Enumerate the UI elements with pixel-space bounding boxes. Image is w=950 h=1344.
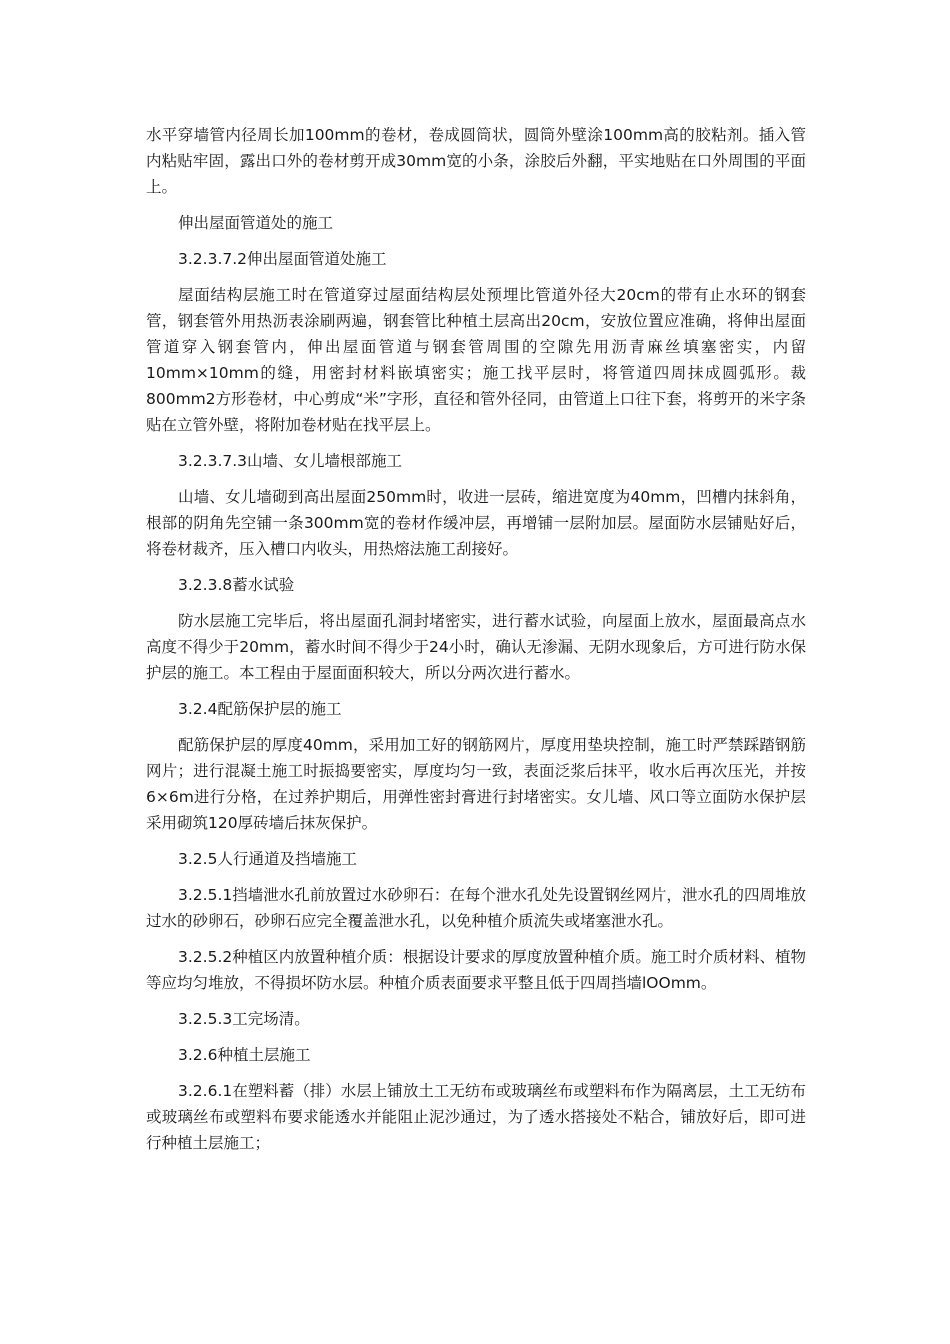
spacer bbox=[146, 200, 806, 210]
section-heading: 3.2.6种植土层施工 bbox=[178, 1046, 311, 1064]
spacer bbox=[146, 438, 806, 448]
section-heading: 3.2.5.3工完场清。 bbox=[178, 1010, 310, 1028]
spacer bbox=[146, 236, 806, 246]
paragraph: 水平穿墙管内径周长加100mm的卷材，卷成圆筒状，圆筒外壁涂100mm高的胶粘剂。插入管内粘贴牢固，露出口外的卷材剪开成30mm宽的小条，涂胶后外翻，平实地贴在口外周围的平面上。 bbox=[146, 126, 806, 196]
document-page bbox=[146, 122, 806, 1156]
spacer bbox=[146, 272, 806, 282]
paragraph: 3.2.5.2种植区内放置种植介质：根据设计要求的厚度放置种植介质。施工时介质材料、植物等应均匀堆放，不得损坏防水层。种植介质表面要求平整且低于四周挡墙lOOmm。 bbox=[146, 948, 806, 992]
paragraph: 屋面结构层施工时在管道穿过屋面结构层处预埋比管道外径大20cm的带有止水环的钢套管，钢套管外用热沥表涂刷两遍，钢套管比种植土层高出20cm，安放位置应准确，将伸出屋面管道穿入钢套管内，伸出屋面管道与钢套管周围的空隙先用沥青麻丝填塞密实，内留10mm×10mm的缝，用密封材料嵌填密实；施工找平层时，将管道四周抹成圆弧形。裁800mm2方形卷材，中心剪成“米”字形，直径和管外径同，由管道上口往下套，将剪开的米字条贴在立管外壁，将附加卷材贴在找平层上。 bbox=[146, 286, 806, 434]
spacer bbox=[146, 1068, 806, 1078]
spacer bbox=[146, 996, 806, 1006]
spacer bbox=[146, 836, 806, 846]
section-heading: 3.2.3.7.2伸出屋面管道处施工 bbox=[178, 250, 387, 268]
section-heading: 3.2.3.7.3山墙、女儿墙根部施工 bbox=[178, 452, 403, 470]
paragraph: 配筋保护层的厚度40mm，采用加工好的钢筋网片，厚度用垫块控制，施工时严禁踩踏钢筋网片；进行混凝土施工时振捣要密实，厚度均匀一致，表面泛浆后抹平，收水后再次压光，并按6×6m进行分格，在过养护期后，用弹性密封膏进行封堵密实。女儿墙、风口等立面防水保护层采用砌筑120厚砖墙后抹灰保护。 bbox=[146, 736, 806, 832]
spacer bbox=[146, 562, 806, 572]
section-heading: 3.2.5人行通道及挡墙施工 bbox=[178, 850, 357, 868]
spacer bbox=[146, 1032, 806, 1042]
spacer bbox=[146, 722, 806, 732]
spacer bbox=[146, 598, 806, 608]
paragraph: 山墙、女儿墙砌到高出屋面250mm时，收进一层砖，缩进宽度为40mm，凹槽内抹斜角，根部的阴角先空铺一条300mm宽的卷材作缓冲层，再增铺一层附加层。屋面防水层铺贴好后，将卷材裁齐，压入槽口内收头，用热熔法施工刮接好。 bbox=[146, 488, 806, 558]
spacer bbox=[146, 934, 806, 944]
section-heading: 伸出屋面管道处的施工 bbox=[178, 214, 334, 232]
section-heading: 3.2.3.8蓄水试验 bbox=[178, 576, 295, 594]
paragraph: 3.2.5.1挡墙泄水孔前放置过水砂卵石：在每个泄水孔处先设置钢丝网片，泄水孔的四周堆放过水的砂卵石，砂卵石应完全覆盖泄水孔，以免种植介质流失或堵塞泄水孔。 bbox=[146, 886, 806, 930]
section-heading: 3.2.4配筋保护层的施工 bbox=[178, 700, 342, 718]
paragraph: 3.2.6.1在塑料蓄（排）水层上铺放土工无纺布或玻璃丝布或塑料布作为隔离层，土工无纺布或玻璃丝布或塑料布要求能透水并能阻止泥沙通过，为了透水搭接处不粘合，铺放好后，即可进行种植土层施工； bbox=[146, 1082, 806, 1152]
paragraph: 防水层施工完毕后，将出屋面孔洞封堵密实，进行蓄水试验，向屋面上放水，屋面最高点水高度不得少于20mm，蓄水时间不得少于24小时，确认无渗漏、无阴水现象后，方可进行防水保护层的施工。本工程由于屋面面积较大，所以分两次进行蓄水。 bbox=[146, 612, 806, 682]
spacer bbox=[146, 474, 806, 484]
spacer bbox=[146, 686, 806, 696]
spacer bbox=[146, 872, 806, 882]
